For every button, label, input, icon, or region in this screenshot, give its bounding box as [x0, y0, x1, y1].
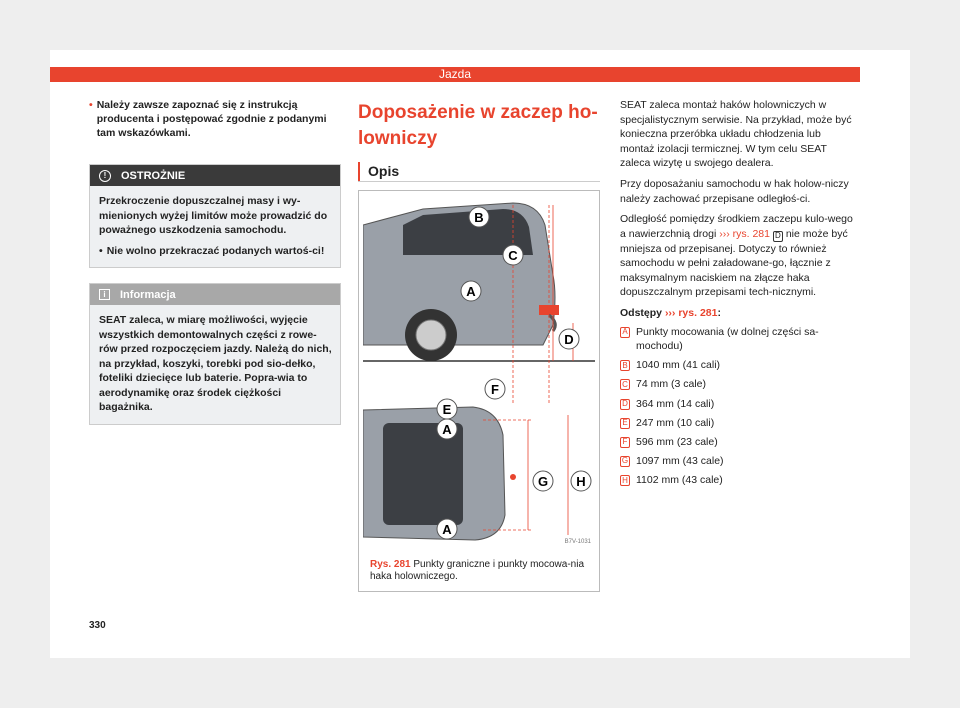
info-title: Informacja: [120, 288, 176, 301]
distance-text: 596 mm (23 cale): [636, 436, 718, 449]
distance-tag: E: [620, 418, 630, 429]
warning-icon: !: [99, 170, 111, 182]
label-f: [485, 379, 505, 399]
distance-row: [620, 416, 858, 431]
distance-tag: A: [620, 327, 630, 338]
label-d-text: D: [564, 332, 574, 347]
distances-reference-link[interactable]: ››› rys. 281: [664, 306, 718, 319]
label-g: [533, 471, 553, 491]
label-a-top-1-text: A: [442, 422, 452, 437]
info-header: [90, 284, 340, 305]
label-c: [503, 245, 523, 265]
label-g-text: G: [537, 474, 549, 489]
figure-reference-link[interactable]: ››› rys. 281: [719, 227, 770, 240]
bullet-item: [89, 98, 341, 140]
paragraph-1: SEAT zaleca montaż haków holowniczych w specjalistycznym serwisie. Na przykład, może być konieczna przeróbka układu chłodzenia lub montaż izolacji termicznej. W tym celu SEAT zaleca wizytę u swojego dealera.: [620, 99, 852, 170]
warning-body: [90, 186, 340, 267]
distance-text: 74 mm (3 cale): [636, 378, 707, 391]
distance-text: Punkty mocowania (w dolnej części sa-mochodu): [636, 325, 819, 353]
section-subtitle: Opis: [358, 162, 600, 182]
column-right: [620, 98, 858, 493]
warning-bullet: [99, 244, 332, 259]
label-a-side: [461, 281, 481, 301]
label-b: [469, 207, 489, 227]
warning-title: OSTROŻNIE: [121, 169, 186, 182]
distance-text: 247 mm (10 cali): [636, 416, 715, 429]
paragraph-3-b: nie może być mniejsza od przepisanej. Dotyczy to również samochodu w pełni załadowane-go, łącznie z maksymalnym naciskiem na złącze haka dopuszczalnym przepisami tech-nicznymi.: [620, 227, 848, 299]
warning-box: [89, 164, 341, 268]
label-c-text: C: [508, 248, 518, 263]
distance-tag: D: [620, 399, 630, 410]
distance-tag: B: [620, 360, 630, 371]
distance-text: 1097 mm (43 cale): [636, 455, 724, 468]
bullet-icon: •: [99, 244, 103, 257]
label-f-text: F: [491, 382, 499, 397]
label-b-text: B: [474, 210, 484, 225]
section-title: Doposażenie w zaczep ho-lowniczy: [358, 102, 598, 149]
page-number: 330: [89, 620, 106, 631]
paragraph-2: Przy doposażaniu samochodu w hak holow-niczy należy zachować przepisane odległoś-ci.: [620, 177, 849, 205]
distance-text: 1102 mm (43 cale): [636, 474, 723, 487]
info-box: [89, 283, 341, 425]
label-a-top-2: [437, 519, 457, 539]
distance-text: 364 mm (14 cali): [636, 397, 715, 410]
figure-caption-label: Rys. 281: [370, 559, 411, 570]
paragraph-3: [620, 212, 858, 300]
distance-row: [620, 435, 858, 450]
figure: [358, 190, 600, 592]
warning-header: [90, 165, 340, 186]
distance-tag: F: [620, 437, 630, 448]
bullet-text: Należy zawsze zapoznać się z instrukcją producenta i postępować zgodnie z podanymi tam wskazówkami.: [96, 99, 327, 139]
divider: [358, 181, 600, 182]
info-icon: i: [99, 289, 110, 300]
label-a-top-1: [437, 419, 457, 439]
info-body: [90, 305, 340, 424]
warning-bullet-text: Nie wolno przekraczać podanych wartoś-ci!: [106, 244, 325, 257]
info-text: SEAT zaleca, w miarę możliwości, wyjęcie wszystkich demontowalnych części z rowe-rów przed rozpoczęciem jazdy. Należą do nich, na przykład, koszyki, torebki pod sio-dełko, foteliki dziecięce lub baterie. Popra-wia to aerodynamikę oraz środek ciężkości bagażnika.: [99, 314, 332, 413]
label-h: [571, 471, 591, 491]
distance-row: [620, 473, 858, 488]
warning-text: Przekroczenie dopuszczalnej masy i wy-mienionych wyżej limitów może prowadzić do poważnego uszkodzenia samochodu.: [99, 195, 328, 236]
tow-hook-diagram: [363, 195, 595, 545]
distance-list: [620, 325, 858, 489]
distances-title: Odstępy: [620, 306, 663, 319]
paragraph-3-a: Odległość pomiędzy środkiem zaczepu kulo-wego a nawierzchnią drogi: [620, 213, 853, 240]
distance-tag: H: [620, 475, 630, 486]
label-d: [559, 329, 579, 349]
distance-tag: C: [620, 379, 630, 390]
distance-row: [620, 397, 858, 412]
label-a-side-text: A: [466, 284, 476, 299]
distance-row: [620, 325, 858, 354]
distance-tag: G: [621, 456, 629, 466]
figure-caption-text: Punkty graniczne i punkty mocowa-nia haka holowniczego.: [370, 559, 585, 582]
distance-text: 1040 mm (41 cali): [636, 359, 721, 372]
distance-row: [620, 454, 858, 469]
figure-caption: [370, 559, 592, 583]
page-header: Jazda: [50, 67, 860, 82]
tag-d: D: [773, 231, 783, 242]
label-e-text: E: [442, 402, 452, 417]
distance-row: [620, 358, 858, 373]
label-e: [437, 399, 457, 419]
label-h-text: H: [576, 474, 586, 489]
bullet-icon: •: [89, 99, 93, 111]
distances-colon: :: [717, 306, 721, 319]
car-side-view: [363, 203, 595, 405]
column-left: [89, 98, 341, 140]
distances-heading: [620, 306, 858, 321]
label-a-top-2-text: A: [442, 522, 452, 537]
distance-row: [620, 377, 858, 392]
figure-code: B7V-1031: [564, 539, 591, 545]
